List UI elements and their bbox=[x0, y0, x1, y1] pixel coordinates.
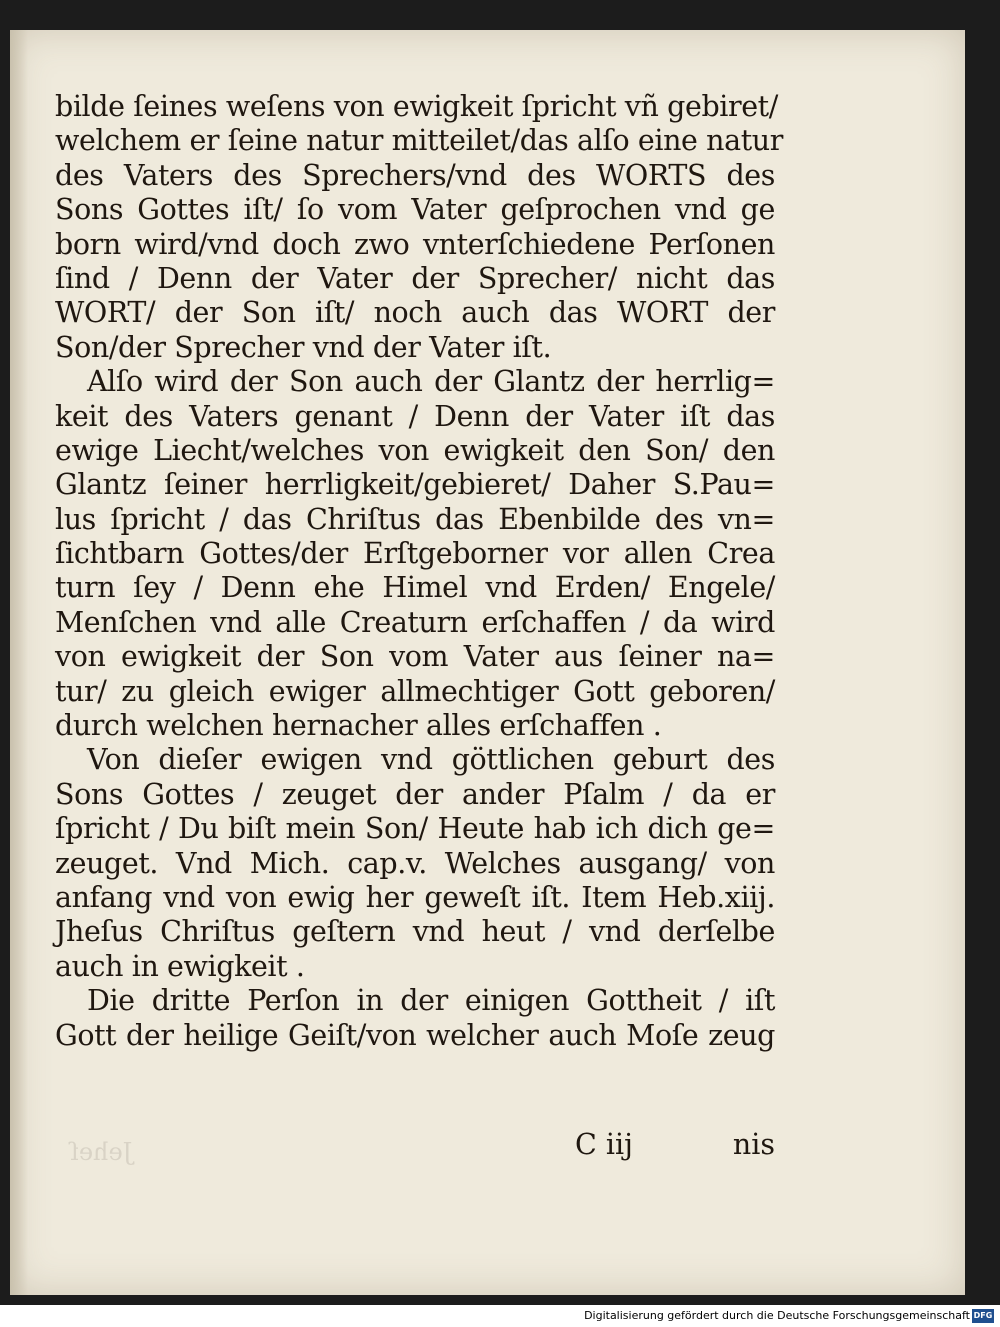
text-line: durch welchen hernacher alles erſchaffen . bbox=[55, 709, 662, 743]
text-line: Son/der Sprecher vnd der Vater iſt. bbox=[55, 330, 552, 364]
signature-mark: C iij bbox=[575, 1128, 633, 1161]
book-page bbox=[10, 30, 965, 1295]
text-line: auch in ewigkeit . bbox=[55, 949, 305, 983]
text-line: Jheſus Chriſtus geſtern vnd heut / vnd derſelbe bbox=[55, 915, 775, 949]
text-line: des Vaters des Sprechers/vnd des WORTS des bbox=[55, 158, 775, 192]
text-line: Menſchen vnd alle Creaturn erſchaffen / da wird bbox=[55, 605, 775, 639]
text-line: WORT/ der Son iſt/ noch auch das WORT der bbox=[55, 296, 775, 330]
text-line: zeuget. Vnd Mich. cap.v. Welches ausgang/ von bbox=[55, 846, 775, 880]
page-gutter-shadow bbox=[10, 30, 28, 1295]
footer-bar bbox=[0, 1305, 1000, 1327]
text-line: welchem er ſeine natur mitteilet/das alſo eine natur bbox=[55, 124, 783, 158]
bleed-through-text: Jeheſ bbox=[70, 1138, 133, 1166]
text-line: bilde ſeines weſens von ewigkeit ſpricht vñ gebiret/ bbox=[55, 90, 778, 123]
text-line: born wird/vnd doch zwo vnterſchiedene Perſonen bbox=[55, 227, 775, 261]
text-line: Sons Gottes iſt/ ſo vom Vater geſprochen vnd ge bbox=[55, 193, 775, 227]
text-line: Gott der heilige Geiſt/von welcher auch Moſe zeug bbox=[55, 1018, 775, 1052]
paragraph-start-line: Alſo wird der Son auch der Glantz der herrlig= bbox=[87, 365, 775, 399]
text-line: anfang vnd von ewig her geweſt iſt. Item Heb.xiij. bbox=[55, 880, 775, 914]
text-line: tur/ zu gleich ewiger allmechtiger Gott geboren/ bbox=[55, 674, 775, 708]
page-text bbox=[55, 90, 783, 1053]
text-line: turn ſey / Denn ehe Himel vnd Erden/ Engele/ bbox=[55, 571, 775, 605]
text-line: ſind / Denn der Vater der Sprecher/ nicht das bbox=[55, 261, 775, 295]
text-line: ſpricht / Du biſt mein Son/ Heute hab ich dich ge= bbox=[55, 812, 775, 846]
text-line: lus ſpricht / das Chriſtus das Ebenbilde des vn= bbox=[55, 502, 775, 536]
text-line: ewige Liecht/welches von ewigkeit den Son/ den bbox=[55, 433, 775, 467]
paragraph-start-line: Die dritte Perſon in der einigen Gottheit / iſt bbox=[87, 984, 775, 1018]
dfg-logo: DFG bbox=[972, 1309, 994, 1323]
text-line: Sons Gottes / zeuget der ander Pſalm / da er bbox=[55, 777, 775, 811]
text-line: Glantz ſeiner herrligkeit/gebieret/ Daher S.Pau= bbox=[55, 468, 775, 502]
catchword: nis bbox=[732, 1128, 775, 1161]
text-line: ſichtbarn Gottes/der Erſtgeborner vor allen Crea bbox=[55, 537, 775, 571]
funding-credit: Digitalisierung gefördert durch die Deutsche Forschungsgemeinschaft bbox=[584, 1309, 970, 1322]
paragraph-start-line: Von dieſer ewigen vnd göttlichen geburt des bbox=[87, 743, 775, 777]
page-foot bbox=[55, 1128, 775, 1168]
text-line: keit des Vaters genant / Denn der Vater iſt das bbox=[55, 399, 775, 433]
text-line: von ewigkeit der Son vom Vater aus ſeiner na= bbox=[55, 640, 775, 674]
